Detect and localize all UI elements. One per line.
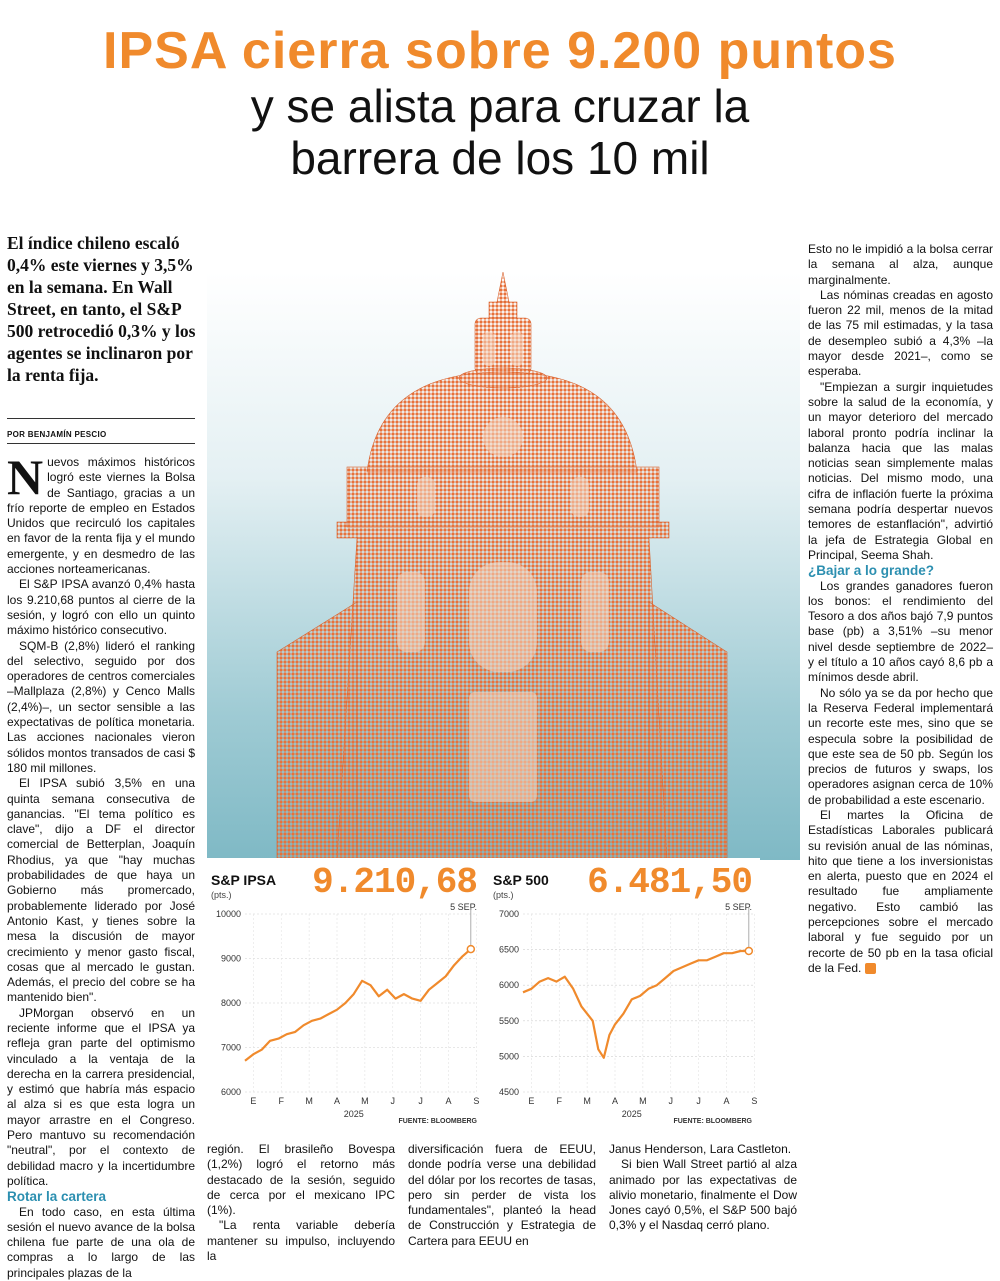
headline-sub-2: barrera de los 10 mil xyxy=(290,132,710,184)
ipsa-line-plot xyxy=(207,860,485,1130)
x-tick-label: E xyxy=(528,1096,535,1106)
article-paragraph: SQM-B (2,8%) lideró el ranking del selectivo, seguido por dos operadores de centros comerciales –Mallplaza (2,8%) y Cenco Malls (2,4%)–, un sector sensible a las expectativas de política monetaria. Las acciones nacionales vieron sólidos montos transados de casi $ 180 mil millones. xyxy=(7,638,195,775)
article-paragraph: diversificación fuera de EEUU, donde podría verse una debilidad del dólar por los recortes de tasas, pero sin perder de vista los fundamentales", planteó la head de Construcción y Estrategia de Cartera para EEUU en xyxy=(408,1142,596,1248)
series-line xyxy=(245,949,471,1061)
section-subhead: Rotar la cartera xyxy=(7,1189,107,1205)
x-tick-label: S xyxy=(751,1096,758,1106)
headline xyxy=(0,22,1000,184)
drop-cap: N xyxy=(7,449,44,505)
chart-title: S&P IPSA xyxy=(211,872,277,888)
end-mark-icon: S xyxy=(865,963,876,974)
section-subhead: ¿Bajar a lo grande? xyxy=(808,563,935,579)
x-tick-label: J xyxy=(696,1096,701,1106)
x-tick-label: A xyxy=(445,1096,452,1106)
divider xyxy=(7,418,195,419)
headline-main: IPSA cierra sobre 9.200 puntos xyxy=(103,22,897,80)
y-tick-label: 6000 xyxy=(220,1087,241,1097)
x-tick-label: A xyxy=(333,1096,341,1106)
article-paragraph: JPMorgan observó en un reciente informe que el IPSA ya refleja gran parte del optimismo vinculado a la ventaja de la derecha en la carrera presidencial, y estimó que habría más espacio al alza si es que esta logra un mayor arrastre en el Congreso. Pero mantuvo su recomendación "neutral", por el contexto de debilidad macro y la incertidumbre política. xyxy=(7,1005,195,1188)
chart-last-date: 5 SEP. xyxy=(725,902,752,912)
paragraph-text: uevos máximos históricos logró este viernes la Bolsa de Santiago, gracias a un frío reporte de empleo en Estados Unidos que recirculó los capitales en favor de la renta fija y el mundo emergente, y en desmedro de las acciones norteamericanas. xyxy=(7,455,195,577)
last-point-marker xyxy=(745,947,752,954)
chart-units: (pts.) xyxy=(211,890,232,900)
article-paragraph: Las nóminas creadas en agosto fueron 22 mil, menos de la mitad de las 75 mil estimadas, y la tasa de desempleo subió a 4,3% –la mayor desde 2021–, como se esperaba. xyxy=(808,287,993,379)
headline-sub-1: y se alista para cruzar la xyxy=(250,80,750,132)
article-paragraph: Los grandes ganadores fueron los bonos: el rendimiento del Tesoro a dos años bajó 7,9 puntos base (pb) a 3,51% –su menor nivel desde septiembre de 2022– y el título a 10 años cayó 8,6 pb a mínimos desde abril. xyxy=(808,578,993,685)
article-column-1 xyxy=(7,449,195,1281)
sp500-chart xyxy=(485,860,760,1130)
y-tick-label: 6500 xyxy=(498,944,519,955)
y-tick-label: 5000 xyxy=(498,1051,519,1062)
article-column-3 xyxy=(408,1142,596,1249)
sp500-line-plot xyxy=(485,860,760,1130)
x-tick-label: S xyxy=(473,1096,480,1106)
article-paragraph: "La renta variable debería mantener su impulso, incluyendo la xyxy=(207,1218,395,1264)
x-axis-year: 2025 xyxy=(621,1109,642,1119)
y-tick-label: 7000 xyxy=(498,909,519,919)
x-tick-label: M xyxy=(583,1096,591,1106)
x-tick-label: J xyxy=(668,1096,674,1106)
dome-building-image xyxy=(207,272,800,860)
x-tick-label: A xyxy=(611,1096,619,1106)
lead-paragraph: El índice chileno escaló 0,4% este viernes y 3,5% en la semana. En Wall Street, en tanto, el S&P 500 retrocedió 0,3% y los agentes se inclinaron por la renta fija. xyxy=(7,233,196,385)
x-tick-label: M xyxy=(305,1096,313,1106)
x-tick-label: F xyxy=(556,1096,562,1106)
x-tick-label: E xyxy=(250,1096,257,1106)
x-tick-label: J xyxy=(418,1096,423,1106)
chart-last-date: 5 SEP. xyxy=(450,902,477,912)
article-paragraph: No sólo ya se da por hecho que la Reserva Federal implementará un recorte este mes, sino que se especula sobre la posibilidad de que este sea de 50 pb. Según los precios de futuros y swaps, los operadores asignan cerca de 10% de probabilidad a este escenario. xyxy=(808,685,993,807)
article-paragraph xyxy=(7,449,195,577)
article-paragraph: Esto no le impidió a la bolsa cerrar la semana al alza, aunque marginalmente. xyxy=(808,242,993,287)
article-column-right xyxy=(808,242,993,976)
y-tick-label: 4500 xyxy=(498,1087,519,1097)
chart-last-value: 6.481,50 xyxy=(587,862,752,903)
y-tick-label: 7000 xyxy=(220,1042,241,1053)
y-tick-label: 6000 xyxy=(498,980,519,991)
article-paragraph: El IPSA subió 3,5% en una quinta semana consecutiva de ganancias. "El tema político es clave", dijo a DF el director comercial de Betterplan, Joaquín Rhodius, ya que "hay muchas probabilidades de que haya un Gobierno más promercado, probablemente liderado por José Antonio Kast, y tienes sobre la mesa la discusión de mayor crecimiento y menor gasto fiscal, cosas que al mercado le gustan. Además, el precio del cobre se ha mantenido bien". xyxy=(7,776,195,1005)
building-illustration xyxy=(207,272,800,860)
article-paragraph: "Empiezan a surgir inquietudes sobre la salud de la economía, y un mayor deterioro del mercado laboral pronto podría inclinar la balanza hacia que las malas noticias sean simplemente malas noticias. Del mismo modo, una cifra de inflación fuerte la próxima semana podría despertar nuevos temores de estanflación", advirtió la jefa de Estrategia Global en Principal, Seema Shah. xyxy=(808,379,993,562)
series-line xyxy=(523,951,749,1058)
paragraph-text: El martes la Oficina de Estadísticas Laborales publicará su revisión anual de las nóminas, hito que tiene a los inversionistas en alerta, puesto que en 2024 el resultado fue ampliamente negativo. Esto cambió las percepciones sobre el mercado laboral y fue seguido por un recorte de 50 pb en la tasa oficial de la Fed. xyxy=(808,807,993,975)
y-tick-label: 5500 xyxy=(498,1015,519,1026)
chart-units: (pts.) xyxy=(493,890,514,900)
x-tick-label: J xyxy=(390,1096,396,1106)
chart-source: FUENTE: BLOOMBERG xyxy=(398,1118,477,1125)
article-paragraph: Janus Henderson, Lara Castleton. xyxy=(609,1142,792,1156)
x-tick-label: M xyxy=(639,1096,647,1106)
x-tick-label: M xyxy=(361,1096,369,1106)
divider xyxy=(7,443,195,444)
article-paragraph: En todo caso, en esta última sesión el nuevo avance de la bolsa chilena fue parte de una ola de compras a lo largo de las principales plazas de la xyxy=(7,1204,195,1280)
y-tick-label: 9000 xyxy=(220,953,241,964)
article-column-4 xyxy=(609,1142,797,1234)
x-tick-label: F xyxy=(278,1096,284,1106)
article-column-2 xyxy=(207,1142,395,1264)
article-paragraph: El S&P IPSA avanzó 0,4% hasta los 9.210,68 puntos al cierre de la sesión, y logró con ello un quinto máximo histórico consecutivo. xyxy=(7,577,195,638)
chart-source: FUENTE: BLOOMBERG xyxy=(673,1118,752,1125)
byline: POR BENJAMÍN PESCIO xyxy=(7,430,107,439)
article-paragraph: región. El brasileño Bovespa (1,2%) logró el retorno más destacado de la sesión, seguido de cerca por el mexicano IPC (1%). xyxy=(207,1142,395,1218)
y-tick-label: 8000 xyxy=(220,998,241,1008)
article-paragraph: Si bien Wall Street partió al alza animado por las expectativas de alivio monetario, finalmente el Dow Jones cayó 0,5%, el S&P 500 bajó 0,3% y el Nasdaq cerró plano. xyxy=(609,1157,797,1233)
last-point-marker xyxy=(467,946,474,953)
x-tick-label: A xyxy=(723,1096,730,1106)
article-paragraph xyxy=(808,808,993,976)
ipsa-chart xyxy=(207,860,485,1130)
chart-title: S&P 500 xyxy=(493,872,549,888)
y-tick-label: 10000 xyxy=(215,909,241,919)
x-axis-year: 2025 xyxy=(343,1109,364,1119)
chart-last-value: 9.210,68 xyxy=(312,862,477,903)
